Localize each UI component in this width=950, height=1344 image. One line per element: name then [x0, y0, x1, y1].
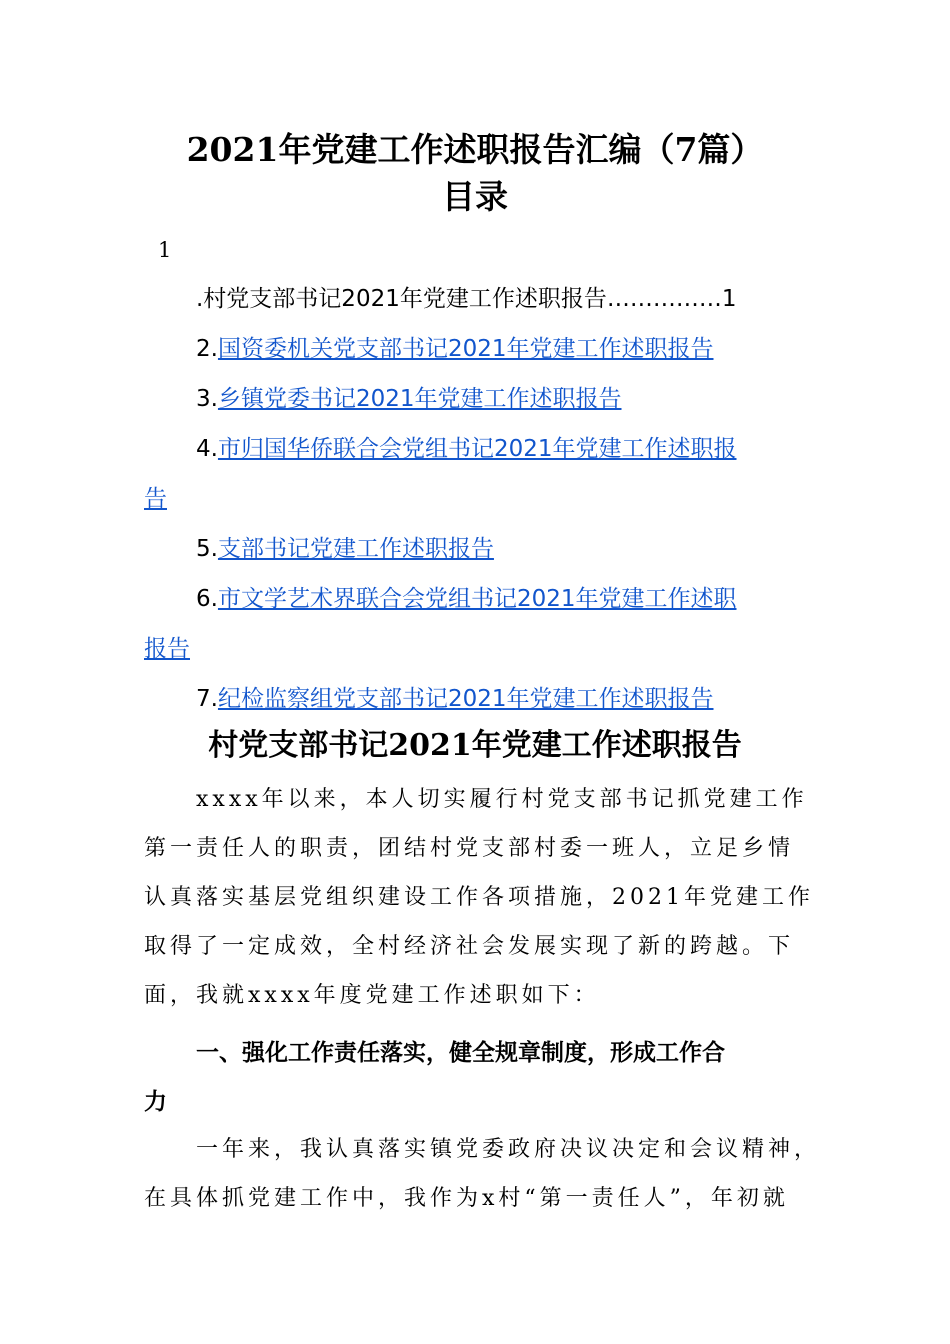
toc-item-1-page: 1: [721, 286, 737, 312]
toc-item-7-link[interactable]: 纪检监察组党支部书记2021年党建工作述职报告: [217, 686, 714, 712]
toc-item-3: [196, 384, 622, 414]
toc-item-number: 2.: [196, 336, 218, 362]
section-heading-continued: 力: [144, 1089, 167, 1115]
toc-item-number: 4.: [196, 436, 218, 462]
toc-item-4: [196, 434, 737, 464]
toc-item-number: 6.: [196, 586, 218, 612]
toc-item-5: [196, 534, 494, 564]
toc-item-4-link[interactable]: 市归国华侨联合会党组书记2021年党建工作述职报: [217, 436, 737, 462]
toc-item-number: 5.: [196, 536, 218, 562]
article-title: 村党支部书记2021年党建工作述职报告: [208, 728, 742, 763]
toc-item-3-link[interactable]: 乡镇党委书记2021年党建工作述职报告: [217, 386, 622, 412]
paragraph-line: 第一责任人的职责，团结村党支部村委一班人，立足乡情: [144, 836, 795, 861]
toc-item-1[interactable]: [196, 284, 737, 314]
paragraph-line: 一年来，我认真落实镇党委政府决议决定和会议精神，: [196, 1137, 821, 1162]
paragraph-line: 面，我就xxxx年度党建工作述职如下：: [144, 983, 600, 1008]
toc-item-4-continuation: [144, 484, 167, 514]
toc-item-5-link[interactable]: 支部书记党建工作述职报告: [217, 536, 494, 562]
toc-item-6: [196, 584, 737, 614]
toc-heading: 目录: [442, 177, 508, 216]
toc-item-2-link[interactable]: 国资委机关党支部书记2021年党建工作述职报告: [217, 336, 714, 362]
toc-item-number: 3.: [196, 386, 218, 412]
toc-item-7: [196, 684, 714, 714]
paragraph-line: xxxx年以来，本人切实履行村党支部书记抓党建工作: [196, 787, 808, 812]
toc-item-4-link-continued[interactable]: 告: [144, 486, 167, 512]
toc-leader-dots: ……………: [606, 286, 722, 312]
toc-item-2: [196, 334, 714, 364]
toc-item-6-continuation: [144, 634, 190, 664]
section-heading: 一、强化工作责任落实，健全规章制度，形成工作合: [196, 1040, 725, 1066]
toc-item-number: 7.: [196, 686, 218, 712]
document-title: 2021年党建工作述职报告汇编（7篇）: [186, 130, 764, 169]
page-marker: 1: [158, 238, 172, 262]
paragraph-line: 取得了一定成效，全村经济社会发展实现了新的跨越。下: [144, 934, 795, 959]
toc-item-6-link-continued[interactable]: 报告: [144, 636, 190, 662]
paragraph-line: 在具体抓党建工作中，我作为x村“第一责任人”，年初就: [144, 1186, 789, 1211]
toc-item-1-text: .村党支部书记2021年党建工作述职报告: [196, 286, 607, 312]
paragraph-line: 认真落实基层党组织建设工作各项措施，2021年党建工作: [144, 885, 814, 910]
toc-item-6-link[interactable]: 市文学艺术界联合会党组书记2021年党建工作述职: [217, 586, 737, 612]
